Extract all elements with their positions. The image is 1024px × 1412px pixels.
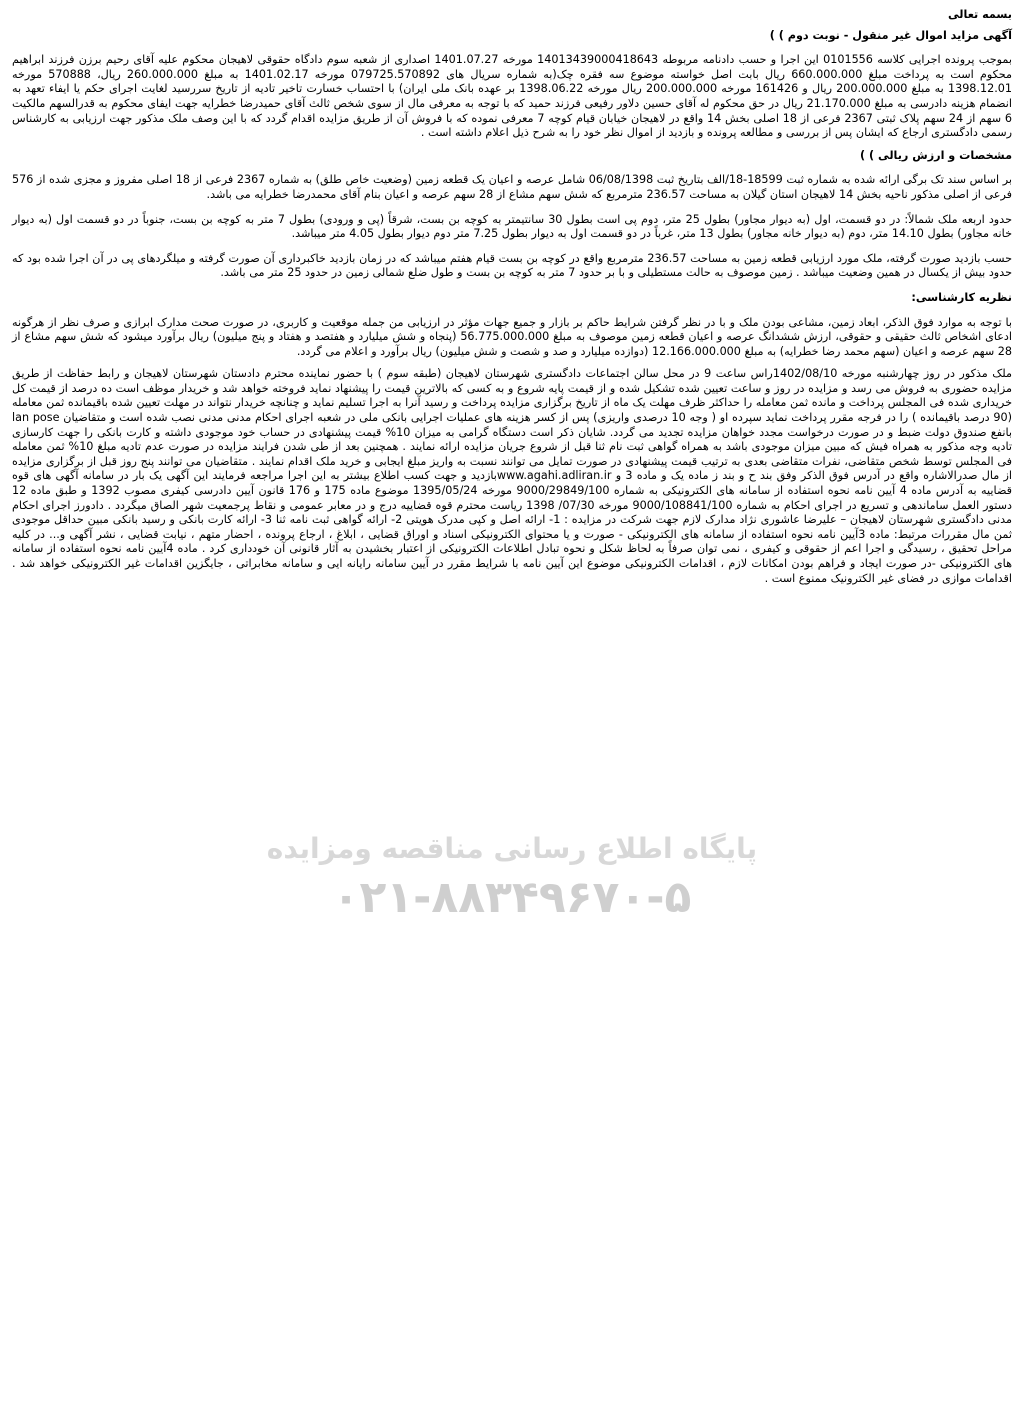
intro-paragraph: بموجب پرونده اجرایی کلاسه 0101556 این اجرا و حسب دادنامه مربوطه 14013439000418643 مورخه 1401.07.27 اصداری از شعبه سوم دادگاه حقوقی لاهیجان محکوم علیه آقای رحیم برزن فرزند ابراهیم محکوم است به پرداخت مبلغ 660.000.000 ریال بابت اصل خواسته موضوع سه فقره چک(به شماره سریال های 079725.570892 مورخه 1401.02.17 به مبلغ 260.000.000 ریال، 570888 مورخه 1398.12.01 به مبلغ 200.000.000 ریال و 161426 مورخه 200.000.000 ریال مورخه 1398.06.22 بر عهده بانک ملی ایران) با احتساب خسارت تاخیر تادیه از تاریخ سررسید لغایت اجرای حکم یا ایفاء تعهد به انضمام هزینه دادرسی به مبلغ 21.170.000 ریال در حق محکوم له آقای حسین دلاور رفیعی فرزند حمید که با توجه به معرفی مال از سوی شخص ثالث آقای حمیدرضا خطرایه جهت ایفای محکوم به قدرالسهم مالکیت 6 سهم از 24 سهم پلاک ثبتی 2367 فرعی از 18 اصلی بخش 14 واقع در لاهیجان خیابان قیام کوچه 7 معرفی نموده که با فروش آن از طریق مزایده اقدام گردد که با این وصف ملک مذکور جهت ارزیابی به کارشناس رسمی دادگستری ارجاع که ایشان پس از بررسی و مطالعه پرونده و بازدید از اموال نظر خود را به شرح ذیل اعلام داشته است . [12,53,1013,140]
spec-heading: مشخصات و ارزش ریالی ) ) [859,148,1012,162]
expert-paragraph: با توجه به موارد فوق الذکر، ابعاد زمین، مشاعی بودن ملک و با در نظر گرفتن شرایط حاکم بر بازار و جمیع جهات مؤثر در ارزیابی من جمله موقعیت و کاربری، در صورت صحت مدارک ابرازی و صرف نظر از هرگونه ادعای اشخاص ثالث حقیقی و حقوقی، ارزش ششدانگ عرصه و اعیان قطعه زمین موصوف به مبلغ 56.775.000.000 (پنجاه و شش میلیارد و هفتصد و هفتاد و پنج میلیون) ریال برآورد میشود که شش سهم مشاع از 28 سهم عرصه و اعیان (سهم محمد رضا خطرایه) به مبلغ 12.166.000.000 (دوازده میلیارد و صد و شصت و شش میلیون) ریال برآورد و اعلام می گردد. [12,315,1012,358]
bismillah: بسمه تعالی [947,8,1012,21]
auction-paragraph: ملک مذکور در روز چهارشنبه مورخه 1402/08/10راس ساعت 9 در محل سالن اجتماعات دادگستری شهرستان لاهیجان (طبقه سوم ) با حضور نماینده محترم دادستان شهرستان لاهیجان و رابط حفاظت از طریق مزایده حضوری به فروش می رسد و مزایده در روز و ساعت تعیین شده تشکیل شده و از قیمت پایه شروع و به کسی که بالاترین قیمت را پیشنهاد نماید فروخته خواهد شد و خریدار موظف است ده درصد از قیمت کل خریداری شده فی المجلس پرداخت و مانده ثمن معامله را حداکثر ظرف مهلت یک ماه از تاریخ برگزاری مزایده پرداخت و رسید آنرا به اجرا تسلیم نماید و چنانچه خریدار نتواند در مهلت تعیین شده باقیمانده ثمن معامله (90 درصد باقیمانده ) را در فرجه مقرر پرداخت نماید سپرده او ( وجه 10 درصدی واریزی) پس از کسر هزینه های عملیات اجرایی بانکی ملی در شعبه اجرای احکام مدنی مدنی نصب شده است و متقاضیان lan pose بانفع صندوق دولت ضبط و در صورت درخواست مجدد خواهان مزایده تجدید می گردد. شایان ذکر است دستگاه گرامی به میزان 10% قیمت پیشنهادی در حساب خود موجودی داشته و کارت بانکی را جهت کارسازی تادیه وجه مذکور به همراه فیش که مبین میزان موجودی باشد به همراه گواهی ثبت نام ثنا قبل از شروع جریان مزایده ارائه نمایند . همچنین بعد از طی شدن فرایند مزایده در صورت عدم تادیه مبلغ 10% ثمن معامله فی المجلس توسط شخص متقاضی، نفرات متقاضی بعدی به ترتیب قیمت پیشنهادی در صورت تمایل می توانند نسبت به واریز مبلغ ایجابی و خرید ملک اقدام نمایند . متقاضیان می توانند پنج روز قبل از برگزاری مزایده از مال صدرالاشاره واقع در آدرس فوق الذکر وفق بند ح و بند ز ماده یک و ماده 3 و www.agahi.adliran.irبازدید و جهت کسب اطلاع بیشتر به این اجرا مراجعه فرمایند این آگهی یک بار در سامانه آگهی های قوه قضاییه به آدرس ماده 4 آیین نامه نحوه استفاده از سامانه های الکترونیکی به شماره 9000/29849/100 مورخه 1395/05/24 موضوع ماده 175 و 176 قانون آیین دادرسی کیفری مصوب 1392 و طبق ماده 12 دستور العمل ساماندهی و تسریع در اجرای احکام به شماره 9000/108841/100 مورخه 07/30/ 1398 ریاست محترم قوه قضاییه درج و در معابر عمومی و نقاط پرجمعیت شهر الصاق میگردد . دادورز اجرای احکام مدنی دادگستری شهرستان لاهیجان – علیرضا عاشوری نژاد مدارک لازم جهت شرکت در مزایده : 1- ارائه اصل و کپی مدرک هویتی 2- ارائه گواهی ثبت نامه ثنا 3- ارائه کارت بانکی و رسید بانکی مبین حداقل موجودی ثمن مال مقررات مرتبط: ماده 3آیین نامه نحوه استفاده از سامانه های الکترونیکی - صورت و یا محتوای الکترونیکی اسناد و اوراق قضایی ، ابلاغ ، ارجاع پرونده ، احضار متهم ، نیابت قضایی ، نشر آگهی و... در کلیه مراحل تحقیق ، رسیدگی و اجرا اعم از حقوقی و کیفری ، نمی توان صرفاً به لحاظ شکل و نحوه تبادل اطلاعات الکترونیکی از اعتبار بخشیدن به آثار قانونی آن خودداری کرد . ماده 4آیین نامه نحوه استفاده از سامانه های الکترونیکی -در صورت ایجاد و فراهم بودن امکانات لازم ، اقدامات الکترونیکی موضوع این آیین نامه با شرایط مقرر در آیین سامانه رایانه ایی و سامانه مخابراتی ، جایگزین اقدامات غیر الکترونیکی خواهد شد . اقدامات موازی در فضای غیر الکترونیک ممنوع است . [12,367,1013,585]
watermark-phone: ۰۲۱-۸۸۳۴۹۶۷۰-۵ [332,872,692,923]
visit-paragraph: حسب بازدید صورت گرفته، ملک مورد ارزیابی قطعه زمین به مساحت 236.57 مترمربع واقع در کوچه بن بست قیام هفتم میباشد که در زمان بازدید خاکبرداری آن صورت گرفته و میلگردهای پی در آن اجرا شده بود که حدود بیش از یکسال در همین وضعیت میباشد . زمین موصوف به حالت مستطیلی و با بر حدود 7 متر به کوچه بن بست و طول ضلع شمالی زمین در حدود 25 متر می باشد. [12,251,1012,280]
notice-title: آگهی مزاید اموال غیر منقول - نوبت دوم ) ) [769,28,1012,42]
boundaries-paragraph: حدود اربعه ملک شمالاً: در دو قسمت، اول (به دیوار مجاور) بطول 25 متر، دوم پی است بطول 30 سانتیمتر به کوچه بن بست، شرقاً (پی و ورودی) بطول 7 متر به کوچه بن بست، جنوباً در دو قسمت اول (به دیوار خانه مجاور) بطول 14.10 متر، دوم (به دیوار خانه مجاور) بطول 13 متر، غرباً در دو قسمت اول به دیوار بطول 7.25 متر دوم دیوار بطول 4.05 متر میباشد. [12,212,1013,241]
expert-heading: نظریه کارشناسی: [911,290,1012,304]
watermark-slogan: پایگاه اطلاع رسانی مناقصه ومزایده [266,832,758,865]
spec-paragraph: بر اساس سند تک برگی ارائه شده به شماره ثبت 18599-18/الف بتاریخ ثبت 06/08/1398 شامل عرصه و اعیان یک قطعه زمین (وضعیت خاص طلق) به شماره 2367 فرعی از 18 اصلی مفروز و مجزی شده از 576 فرعی از اصلی مذکور ناحیه بخش 14 لاهیجان استان گیلان به مساحت 236.57 مترمربع که شش سهم مشاع از 28 سهم عرصه و اعیان بنام آقای محمدرضا خطرایه می باشد. [12,173,1012,201]
